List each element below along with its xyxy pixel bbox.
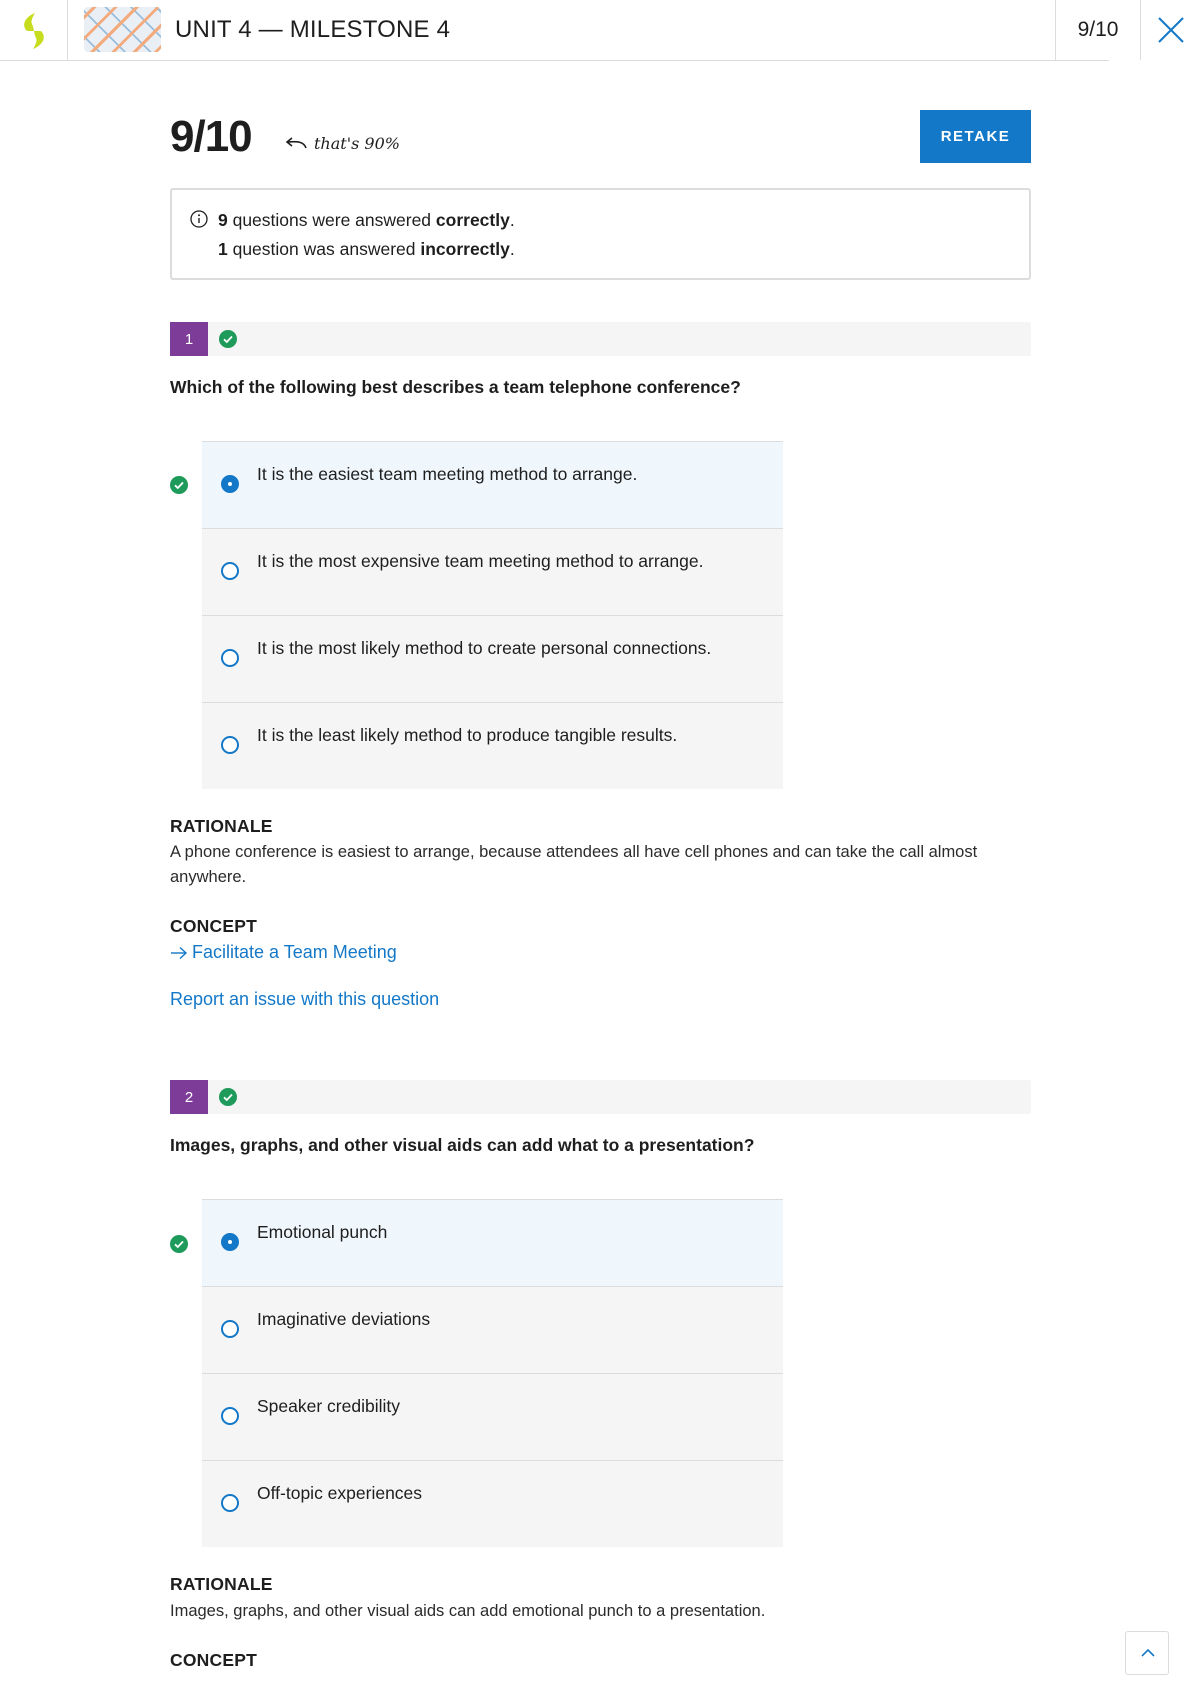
unit-title: UNIT 4 — MILESTONE 4 bbox=[175, 16, 451, 43]
header-score: 9/10 bbox=[1055, 0, 1141, 60]
check-circle-icon bbox=[170, 476, 188, 494]
radio-button[interactable] bbox=[221, 475, 239, 493]
question-header bbox=[170, 322, 1031, 356]
rationale-text: A phone conference is easiest to arrange, because attendees all have cell phones and can take the call almost anywhere. bbox=[170, 843, 978, 886]
concept-link[interactable] bbox=[170, 942, 397, 963]
answer-text: Imaginative deviations bbox=[257, 1309, 431, 1329]
answer-option[interactable] bbox=[202, 1199, 783, 1286]
check-circle-icon bbox=[219, 330, 237, 348]
unit-thumbnail bbox=[84, 7, 161, 52]
top-bar bbox=[0, 0, 1119, 61]
question-text: Images, graphs, and other visual aids can add what to a presentation? bbox=[170, 1135, 755, 1155]
info-icon bbox=[190, 210, 208, 228]
percent-note bbox=[284, 134, 400, 153]
arrow-right-icon bbox=[170, 946, 188, 960]
radio-button[interactable] bbox=[221, 1233, 239, 1251]
question-header bbox=[170, 1080, 1031, 1114]
answer-option[interactable] bbox=[202, 441, 783, 528]
close-icon bbox=[1157, 16, 1185, 44]
retake-button[interactable]: RETAKE bbox=[920, 110, 1031, 163]
answer-text: It is the easiest team meeting method to arrange. bbox=[257, 464, 638, 484]
answer-option[interactable] bbox=[202, 1286, 783, 1373]
scroll-to-top-button[interactable] bbox=[1125, 1631, 1169, 1675]
radio-button[interactable] bbox=[221, 1494, 239, 1512]
radio-button[interactable] bbox=[221, 736, 239, 754]
answer-text: It is the most likely method to create personal connections. bbox=[257, 638, 712, 658]
answer-option[interactable] bbox=[202, 528, 783, 615]
radio-button[interactable] bbox=[221, 1407, 239, 1425]
question-number: 2 bbox=[170, 1080, 208, 1114]
curved-arrow-icon bbox=[284, 136, 308, 152]
big-score: 9/10 bbox=[170, 112, 252, 161]
rationale-label: RATIONALE bbox=[170, 816, 273, 836]
answer-text: It is the most expensive team meeting method to arrange. bbox=[257, 551, 704, 571]
check-circle-icon bbox=[170, 1235, 188, 1253]
concept-label: CONCEPT bbox=[170, 916, 257, 936]
percent-text: that's 90% bbox=[314, 134, 400, 153]
answer-option[interactable] bbox=[202, 615, 783, 702]
rationale-text: Images, graphs, and other visual aids can add emotional punch to a presentation. bbox=[170, 1602, 766, 1620]
answer-options bbox=[202, 441, 783, 789]
answer-option[interactable] bbox=[202, 1460, 783, 1547]
answer-option[interactable] bbox=[202, 702, 783, 789]
chevron-up-icon bbox=[1140, 1647, 1156, 1659]
results-summary bbox=[170, 188, 1031, 280]
answer-option[interactable] bbox=[202, 1373, 783, 1460]
rationale-label: RATIONALE bbox=[170, 1574, 273, 1594]
question-number: 1 bbox=[170, 322, 208, 356]
radio-button[interactable] bbox=[221, 1320, 239, 1338]
report-issue-link[interactable]: Report an issue with this question bbox=[170, 989, 440, 1009]
close-button[interactable] bbox=[1141, 0, 1200, 60]
logo[interactable] bbox=[0, 0, 68, 60]
answer-text: It is the least likely method to produce tangible results. bbox=[257, 725, 678, 745]
sophia-logo-icon bbox=[19, 11, 49, 51]
answer-text: Emotional punch bbox=[257, 1222, 388, 1242]
answer-options bbox=[202, 1199, 783, 1547]
check-circle-icon bbox=[219, 1088, 237, 1106]
correct-summary: 9 questions were answered correctly. bbox=[218, 210, 515, 230]
concept-label: CONCEPT bbox=[170, 1650, 257, 1670]
radio-button[interactable] bbox=[221, 649, 239, 667]
incorrect-summary: 1 question was answered incorrectly. bbox=[218, 239, 515, 259]
answer-text: Speaker credibility bbox=[257, 1396, 400, 1416]
answer-text: Off-topic experiences bbox=[257, 1483, 423, 1503]
question-text: Which of the following best describes a team telephone conference? bbox=[170, 377, 741, 397]
concept-link-text[interactable]: Facilitate a Team Meeting bbox=[192, 942, 397, 962]
radio-button[interactable] bbox=[221, 562, 239, 580]
